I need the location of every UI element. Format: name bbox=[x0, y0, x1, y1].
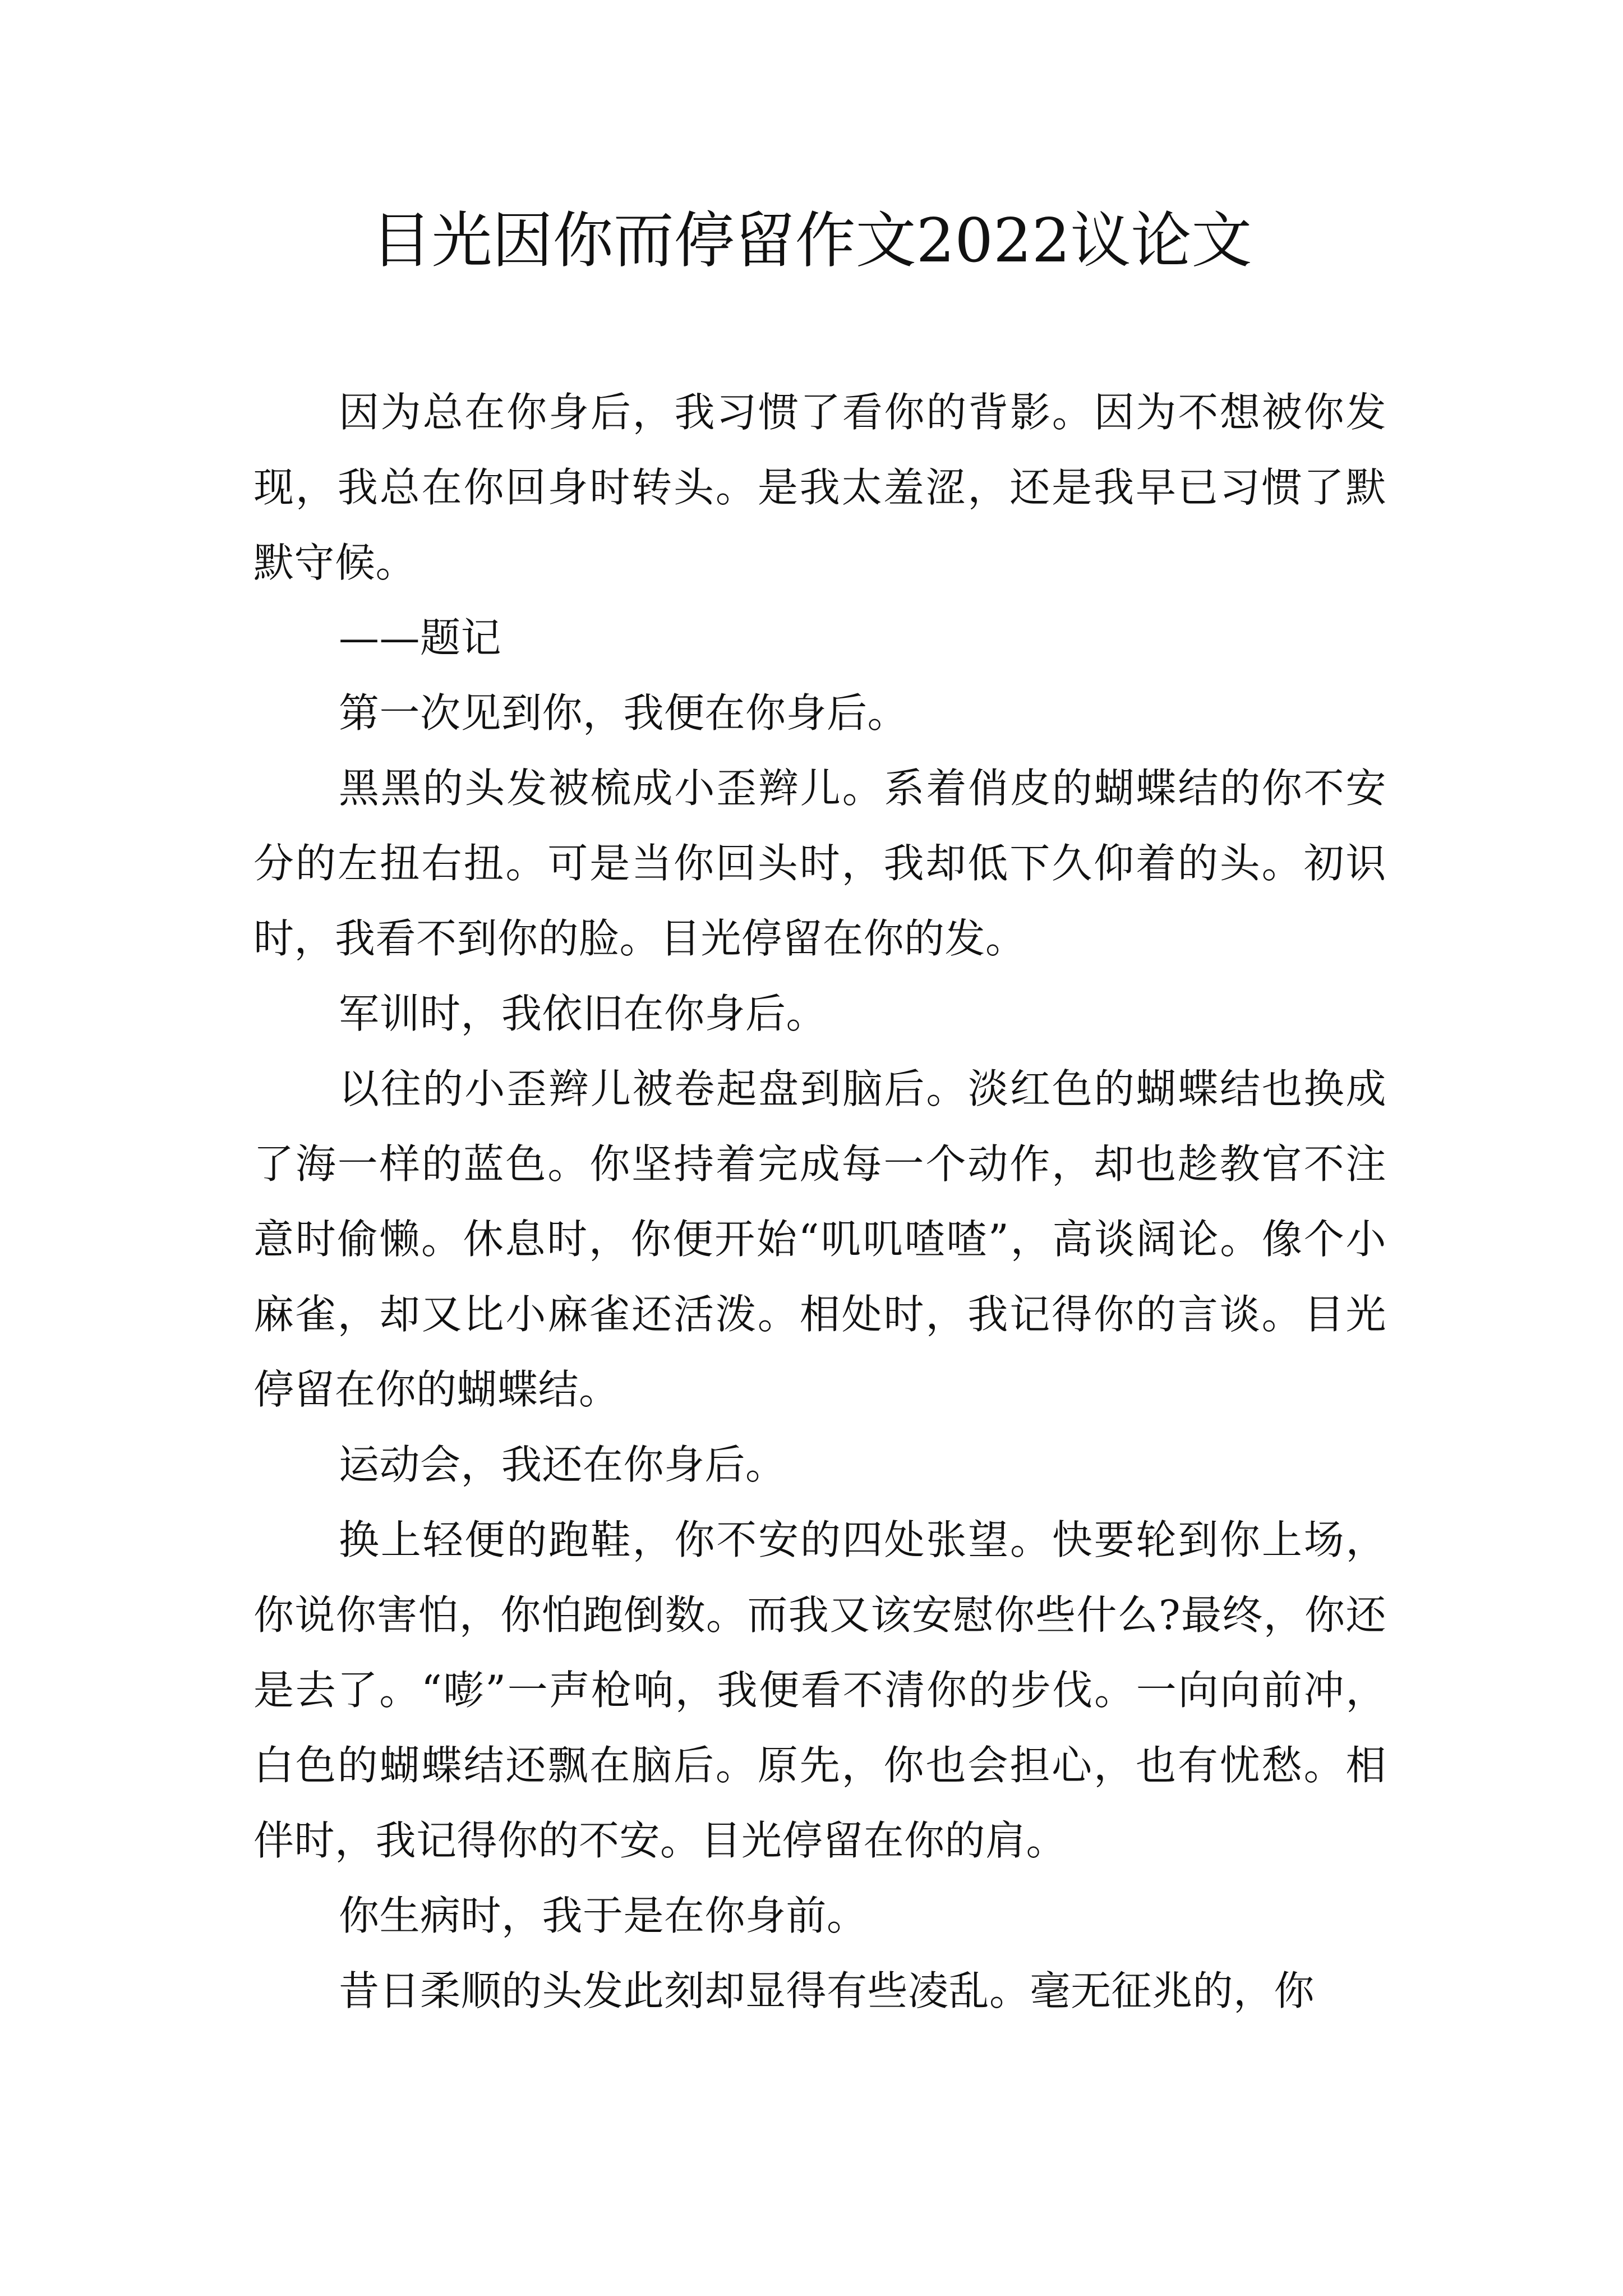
paragraph-epigraph-attribution: ——题记 bbox=[339, 614, 502, 661]
paragraph: 你生病时，我于是在你身前。 bbox=[339, 1892, 868, 1939]
paragraph: 运动会，我还在你身后。 bbox=[339, 1441, 786, 1488]
paragraph: 昔日柔顺的头发此刻却显得有些凌乱。毫无征兆的，你 bbox=[339, 1967, 1315, 2014]
paragraph: 军训时，我依旧在你身后。 bbox=[339, 990, 827, 1037]
paragraph: 黑黑的头发被梳成小歪辫儿。系着俏皮的蝴蝶结的你不安分的左扭右扭。可是当你回头时，我却低下久仰着的头。初识时，我看不到你的脸。目光停留在你的发。 bbox=[253, 765, 1386, 962]
document-title: 目光因你而停留作文2022议论文 bbox=[371, 206, 1252, 276]
paragraph: 换上轻便的跑鞋，你不安的四处张望。快要轮到你上场，你说你害怕，你怕跑倒数。而我又该安慰你些什么?最终，你还是去了。“嘭”一声枪响，我便看不清你的步伐。一向向前冲，白色的蝴蝶结还飘在脑后。原先，你也会担心，也有忧愁。相伴时，我记得你的不安。目光停留在你的肩。 bbox=[253, 1516, 1386, 1864]
paragraph: 以往的小歪辫儿被卷起盘到脑后。淡红色的蝴蝶结也换成了海一样的蓝色。你坚持着完成每一个动作，却也趁教官不注意时偷懒。休息时，你便开始“叽叽喳喳”，高谈阔论。像个小麻雀，却又比小麻雀还活泼。相处时，我记得你的言谈。目光停留在你的蝴蝶结。 bbox=[253, 1065, 1386, 1413]
document-body bbox=[253, 375, 1386, 2028]
paragraph: 第一次见到你，我便在你身后。 bbox=[339, 689, 909, 737]
paragraph: 因为总在你身后，我习惯了看你的背影。因为不想被你发现，我总在你回身时转头。是我太羞涩，还是我早已习惯了默默守候。 bbox=[253, 389, 1386, 586]
